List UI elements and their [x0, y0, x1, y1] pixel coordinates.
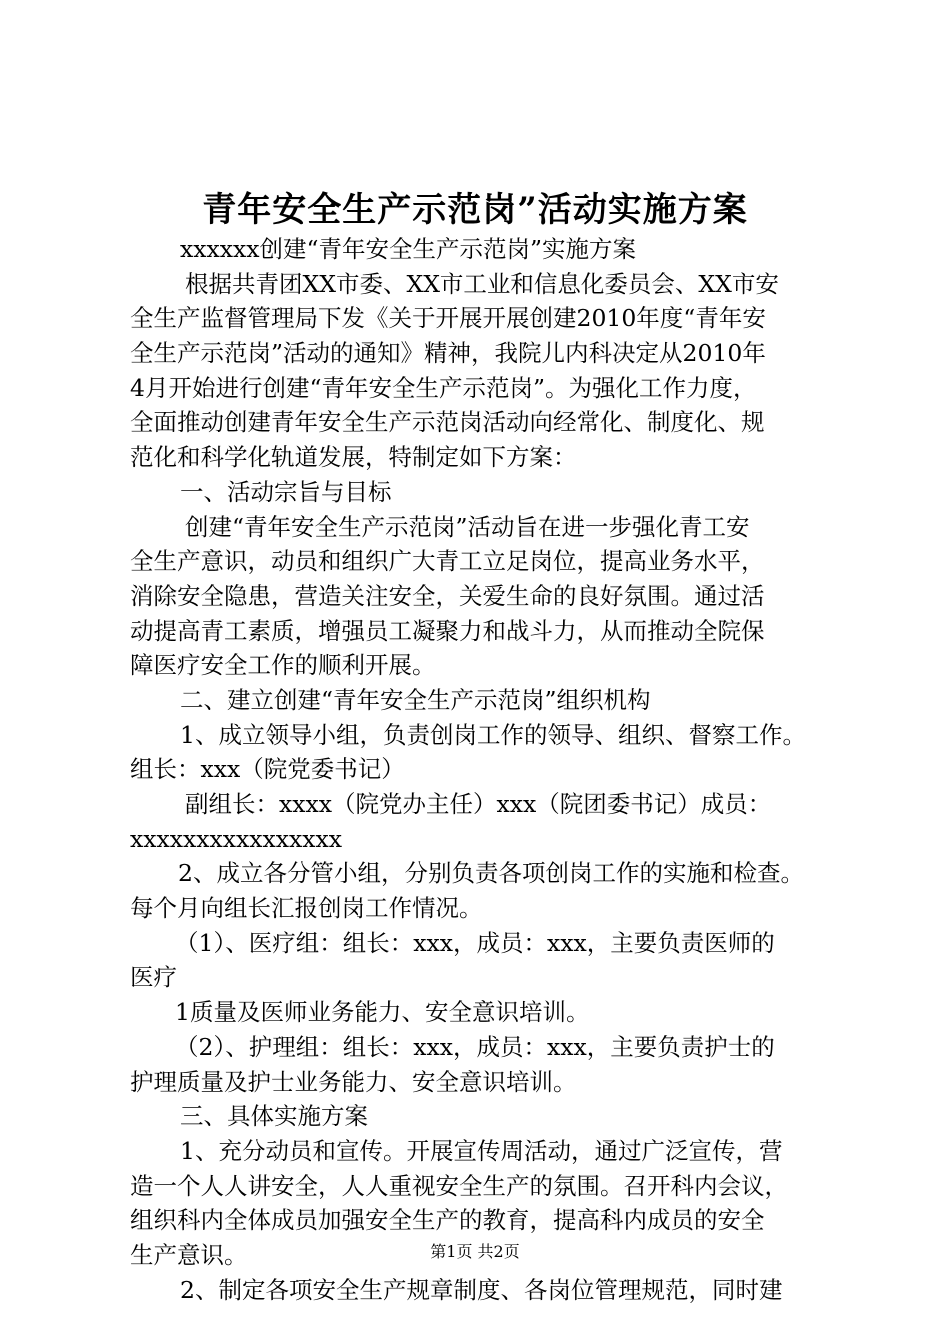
text-line: 全生产意识，动员和组织广大青工立足岗位，提高业务水平， [130, 547, 765, 576]
text-line: 1质量及医师业务能力、安全意识培训。 [175, 998, 590, 1027]
text-line: 4月开始进行创建“青年安全生产示范岗”。为强化工作力度， [130, 373, 757, 402]
text-line: 1、充分动员和宣传。开展宣传周活动，通过广泛宣传，营 [180, 1136, 783, 1165]
text-line: 障医疗安全工作的顺利开展。 [130, 651, 436, 680]
text-line: （2）、护理组：组长：xxx，成员：xxx，主要负责护士的 [175, 1032, 775, 1061]
text-line: 全生产监督管理局下发《关于开展开展创建2010年度“青年安 [130, 304, 766, 333]
text-line: xxxxxx创建“青年安全生产示范岗”实施方案 [180, 235, 637, 263]
document-title: 青年安全生产示范岗”活动实施方案 [202, 190, 748, 230]
text-line: 三、具体实施方案 [180, 1102, 368, 1131]
text-line: 组织科内全体成员加强安全生产的教育，提高科内成员的安全 [130, 1206, 765, 1235]
text-line: 全生产示范岗”活动的通知》精神，我院儿内科决定从2010年 [130, 339, 766, 368]
text-line: 一、活动宗旨与目标 [180, 477, 392, 506]
text-line: 副组长：xxxx（院党办主任）xxx（院团委书记）成员： [185, 790, 772, 818]
text-line: 2、制定各项安全生产规章制度、各岗位管理规范，同时建 [180, 1275, 783, 1304]
text-line: 组长：xxx（院党委书记） [130, 755, 405, 784]
text-line: 1、成立领导小组，负责创岗工作的领导、组织、督察工作。 [180, 720, 806, 749]
document-body [130, 232, 840, 1307]
text-line: 全面推动创建青年安全生产示范岗活动向经常化、制度化、规 [130, 408, 765, 437]
text-line: 动提高青工素质，增强员工凝聚力和战斗力，从而推动全院保 [130, 616, 765, 645]
text-line: （1）、医疗组：组长：xxx，成员：xxx，主要负责医师的 [175, 928, 775, 957]
text-line: 造一个人人讲安全，人人重视安全生产的氛围。召开科内会议， [130, 1171, 788, 1200]
text-line: 消除安全隐患，营造关注安全，关爱生命的良好氛围。通过活 [130, 581, 765, 610]
text-line: 护理质量及护士业务能力、安全意识培训。 [130, 1067, 577, 1096]
text-line: 生产意识。 [130, 1240, 248, 1269]
text-line: 二、建立创建“青年安全生产示范岗”组织机构 [180, 685, 651, 714]
text-line: 根据共青团XX市委、XX市工业和信息化委员会、XX市安 [185, 269, 779, 298]
text-line: xxxxxxxxxxxxxxxx [130, 824, 343, 853]
text-line: 创建“青年安全生产示范岗”活动旨在进一步强化青工安 [185, 512, 750, 541]
text-line: 医疗 [130, 963, 177, 992]
page-footer: 第1页 共2页 [430, 1242, 520, 1261]
text-line: 2、成立各分管小组，分别负责各项创岗工作的实施和检查。 [178, 859, 804, 888]
text-line: 每个月向组长汇报创岗工作情况。 [130, 894, 483, 923]
text-line: 范化和科学化轨道发展，特制定如下方案： [130, 443, 577, 472]
